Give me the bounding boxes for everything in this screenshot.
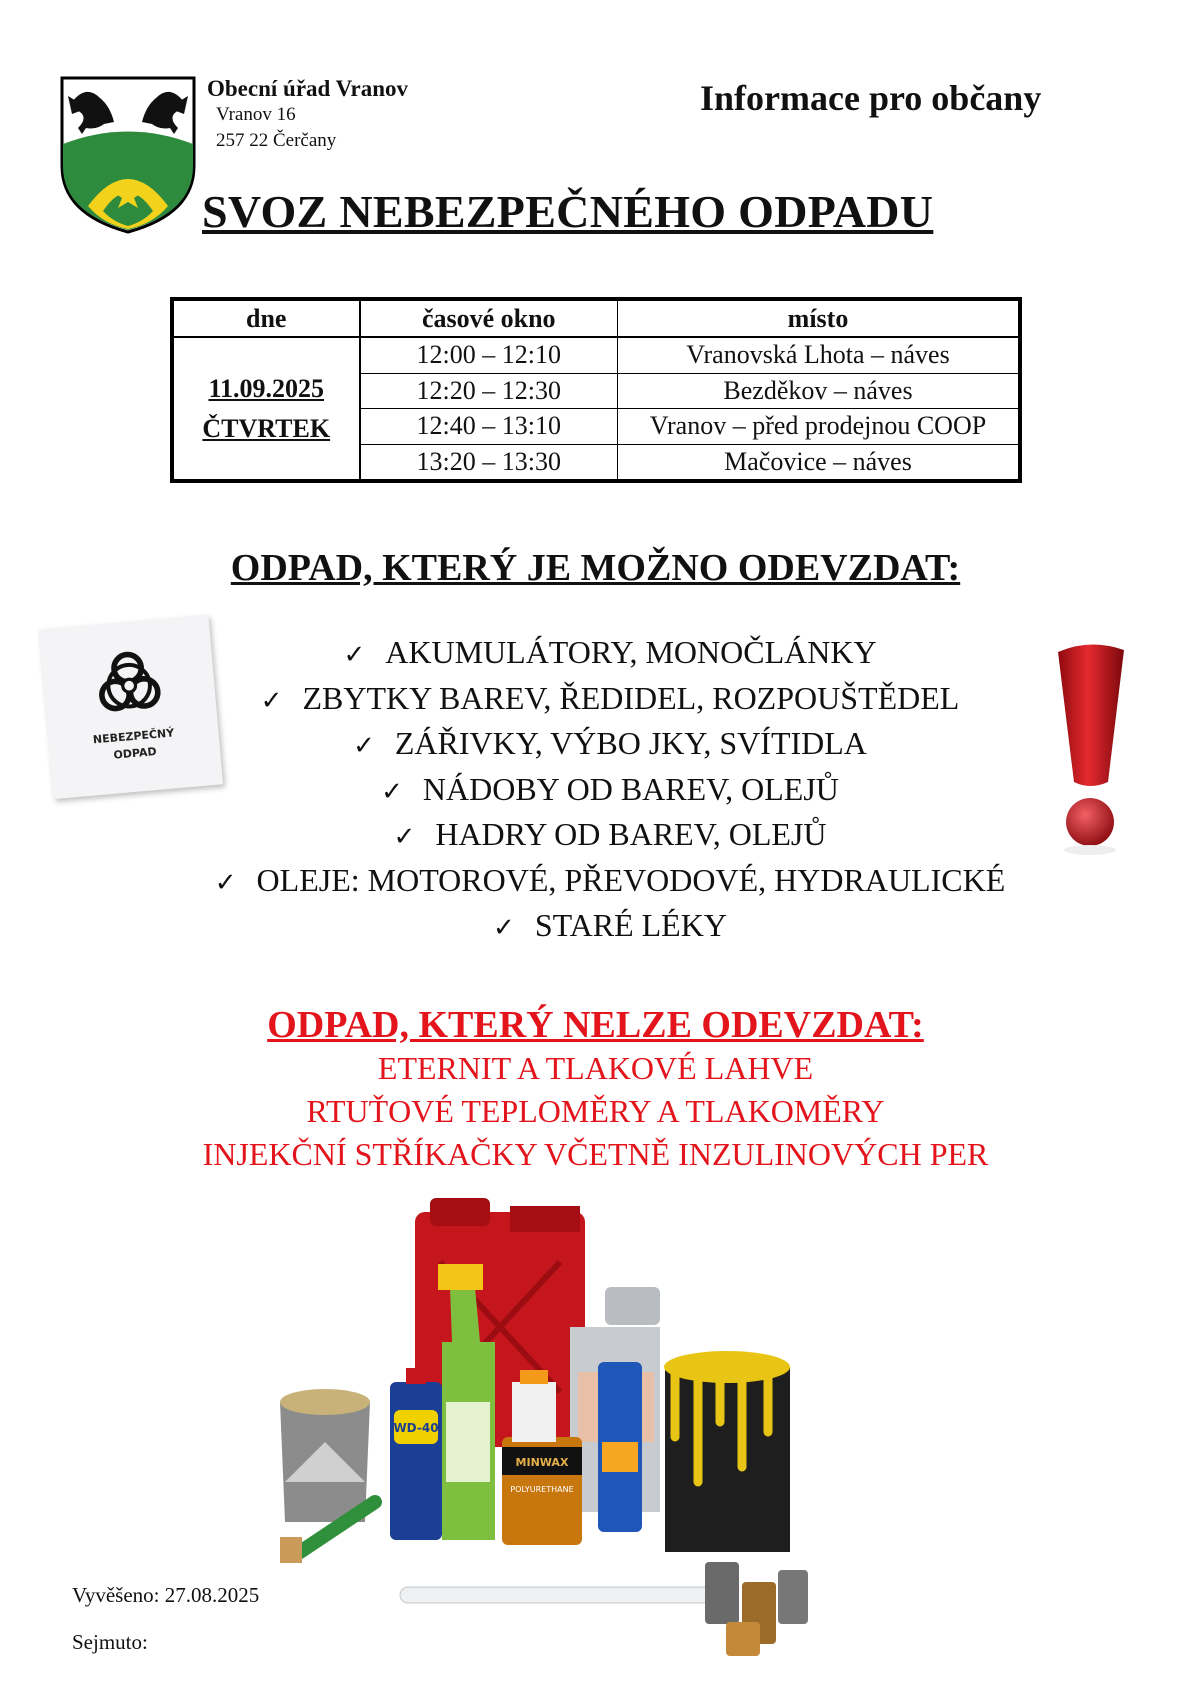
list-item: ✓ ZBYTKY BAREV, ŘEDIDEL, ROZPOUŠTĚDEL xyxy=(260,679,960,716)
date-cell xyxy=(174,337,360,480)
list-item: ✓ AKUMULÁTORY, MONOČLÁNKY xyxy=(343,634,877,670)
checkmark-icon: ✓ xyxy=(493,913,515,943)
hazard-sign-line2: ODPAD xyxy=(112,744,158,762)
list-item: ✓ NÁDOBY OD BAREV, OLEJŮ xyxy=(381,770,839,807)
polyurethane-can-icon xyxy=(502,1437,582,1545)
hazard-sign-line1: NEBEZPEČNÝ xyxy=(92,726,175,747)
table-header-row xyxy=(174,301,1019,338)
stripper-can-icon xyxy=(598,1362,642,1532)
header-time-window: časové okno xyxy=(360,301,618,338)
office-name: Obecní úřad Vranov xyxy=(207,76,409,101)
fluorescent-tube-icon xyxy=(400,1587,730,1603)
place-cell: Mačovice – náves xyxy=(618,444,1019,479)
rejected-waste-title: ODPAD, KTERÝ NELZE ODEVZDAT: xyxy=(267,1004,924,1046)
time-cell: 12:40 – 13:10 xyxy=(360,409,618,444)
info-title: Informace pro občany xyxy=(700,78,1042,118)
minwax-label: MINWAX xyxy=(515,1456,569,1469)
office-street: Vranov 16 xyxy=(216,104,296,125)
rejected-item: ETERNIT A TLAKOVÉ LAHVE xyxy=(377,1050,814,1086)
collection-date: 11.09.2025 xyxy=(208,373,325,403)
list-item: ✓ STARÉ LÉKY xyxy=(493,907,727,943)
polyurethane-label: POLYURETHANE xyxy=(510,1485,574,1494)
schedule-table xyxy=(170,297,1022,483)
time-cell: 13:20 – 13:30 xyxy=(360,444,618,479)
table-row xyxy=(174,337,1019,373)
office-zip-city: 257 22 Čerčany xyxy=(216,130,337,151)
accepted-waste-title: ODPAD, KTERÝ JE MOŽNO ODEVZDAT: xyxy=(230,547,961,589)
exclamation-icon xyxy=(1050,642,1130,857)
time-cell: 12:20 – 12:30 xyxy=(360,373,618,408)
coat-of-arms xyxy=(58,74,198,236)
header-date: dne xyxy=(174,301,360,338)
checkmark-icon: ✓ xyxy=(260,685,283,716)
checkmark-icon: ✓ xyxy=(343,640,366,670)
page-title: SVOZ NEBEZPEČNÉHO ODPADU xyxy=(202,186,934,237)
removed-date: Sejmuto: xyxy=(72,1630,148,1654)
list-item: ✓ OLEJE: MOTOROVÉ, PŘEVODOVÉ, HYDRAULICKÉ xyxy=(214,861,1006,898)
checkmark-icon: ✓ xyxy=(393,822,416,852)
place-cell: Vranovská Lhota – náves xyxy=(618,337,1019,373)
wd40-label: WD-40 xyxy=(393,1421,439,1435)
collection-weekday: ČTVRTEK xyxy=(202,413,331,443)
checkmark-icon: ✓ xyxy=(381,776,403,807)
paint-bucket-icon xyxy=(280,1389,375,1563)
wd40-can-icon xyxy=(390,1368,442,1540)
accepted-waste-list xyxy=(140,630,1080,949)
place-cell: Vranov – před prodejnou COOP xyxy=(618,409,1019,444)
list-item: ✓ ZÁŘIVKY, VÝBO JKY, SVÍTIDLA xyxy=(353,725,867,761)
checkmark-icon: ✓ xyxy=(214,867,237,898)
header-place: místo xyxy=(618,301,1019,338)
checkmark-icon: ✓ xyxy=(353,731,375,761)
rejected-item: RTUŤOVÉ TEPLOMĚRY A TLAKOMĚRY xyxy=(306,1093,885,1129)
hazardous-products-illustration xyxy=(280,1192,920,1657)
time-cell: 12:00 – 12:10 xyxy=(360,337,618,373)
batteries-icon xyxy=(705,1562,808,1656)
rejected-item: INJEKČNÍ STŘÍKAČKY VČETNĚ INZULINOVÝCH PER xyxy=(202,1136,989,1172)
place-cell: Bezděkov – náves xyxy=(618,373,1019,408)
paint-can-icon xyxy=(664,1351,790,1552)
list-item: ✓ HADRY OD BAREV, OLEJŮ xyxy=(393,816,827,852)
posted-date: Vyvěšeno: 27.08.2025 xyxy=(72,1583,260,1607)
